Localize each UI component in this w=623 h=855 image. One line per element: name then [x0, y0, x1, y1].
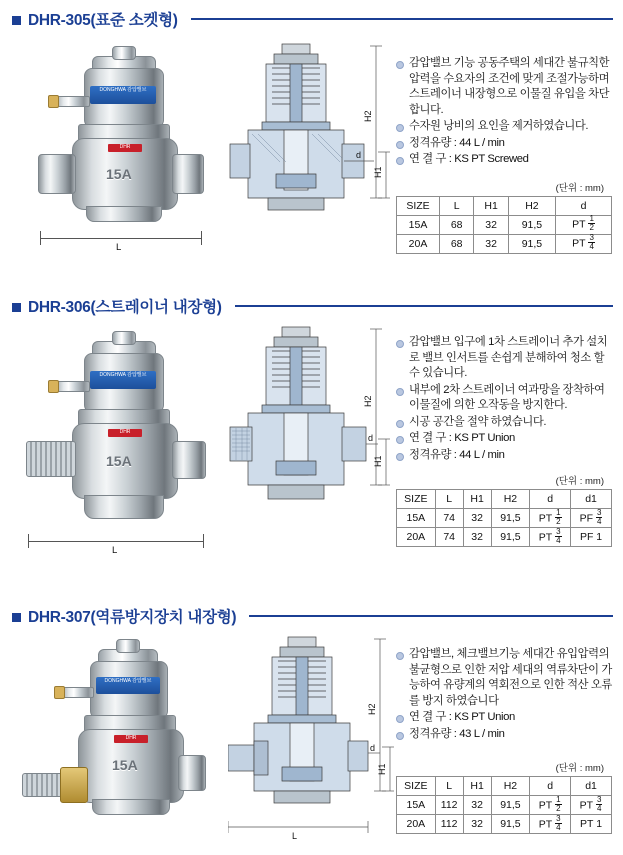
dim-label-H2: H2: [367, 703, 377, 715]
section-heading-dhr-307: [0, 597, 623, 627]
cell-h2: 91,5: [508, 215, 555, 234]
dim-tick-L-right: [203, 534, 204, 548]
cell-d1: PT $\frac{3}{4}$: [571, 796, 612, 815]
fraction: $\frac{1}{2}$: [556, 794, 561, 813]
cell-d: PT $\frac{1}{2}$: [530, 509, 571, 528]
feature-list-dhr-306: [396, 335, 612, 463]
bolt-tip: [48, 95, 59, 108]
side-bolt: [54, 381, 90, 392]
dim-label-H1: H1: [377, 763, 387, 775]
page-title-dhr-305: DHR-305(표준 소켓형): [28, 12, 178, 29]
dim-label-L: [116, 242, 121, 253]
cell-h1: 32: [474, 234, 508, 253]
unit-note: (단위 : mm): [555, 476, 604, 487]
dim-line-L: [28, 541, 204, 542]
fraction: $\frac{3}{4}$: [596, 794, 602, 813]
section-drawing-dhr-307: [228, 633, 398, 848]
valve-adjust-screw: [116, 639, 140, 653]
valve-bottom-cap: [92, 799, 170, 815]
side-bolt: [60, 687, 94, 698]
list-item: 정격유량 : 44 L / min: [396, 448, 612, 464]
col-h2: H2: [491, 777, 530, 796]
list-item: 내부에 2차 스트레이너 여과망을 장착하여 이물질에 의한 오작동을 방지한다.: [396, 383, 612, 414]
brand-label-text: DONGHWA 감압밸브: [99, 87, 147, 93]
dim-label-L: L: [292, 831, 298, 841]
cross-section-drawing: [228, 323, 398, 568]
cell-l: 112: [435, 815, 463, 834]
col-h1: H1: [463, 777, 491, 796]
section-dhr-306: [0, 285, 623, 597]
fraction: $\frac{1}{2}$: [589, 214, 594, 232]
feature-list-dhr-307: [396, 647, 612, 742]
product-photo-dhr-305: [20, 38, 220, 268]
cell-size: 15A: [397, 215, 440, 234]
dim-tick-L-left: [28, 534, 29, 548]
cell-h1: 32: [463, 796, 491, 815]
section-dhr-305: [0, 0, 623, 285]
outlet-port: [178, 755, 206, 791]
dim-tick-L-left: [40, 231, 41, 245]
cell-h2: 91,5: [491, 796, 530, 815]
dim-label-L: [112, 545, 117, 556]
section-text-dhr-307: [396, 647, 612, 834]
table-row: [397, 509, 612, 528]
page-title-dhr-307: DHR-307(역류방지장치 내장형): [28, 609, 237, 626]
fraction: $\frac{3}{4}$: [596, 507, 602, 526]
cell-d: PT $\frac{1}{2}$: [530, 796, 571, 815]
brand-label-text: DONGHWA 감압밸브: [99, 372, 147, 378]
col-d1: d1: [571, 490, 612, 509]
list-item: 연 결 구 : KS PT Screwed: [396, 152, 612, 168]
size-badge-text: 15A: [106, 166, 132, 182]
cell-h2: 91,5: [491, 528, 530, 547]
size-badge: [112, 757, 138, 773]
size-badge-text: 15A: [106, 453, 132, 469]
col-d: d: [556, 196, 612, 215]
list-item: 수자원 낭비의 요인을 제거하였습니다.: [396, 119, 612, 135]
size-badge: [106, 166, 132, 182]
spec-table-dhr-307: [396, 776, 612, 834]
dim-line-L: [40, 238, 202, 239]
model-label-text: DHR: [119, 144, 131, 150]
bolt-tip: [48, 380, 59, 393]
strainer-bottom-cap: [84, 495, 164, 519]
unit-note: (단위 : mm): [555, 763, 604, 774]
col-l: L: [440, 196, 474, 215]
cell-l: 68: [440, 215, 474, 234]
cell-size: 15A: [397, 796, 436, 815]
col-h1: H1: [474, 196, 508, 215]
model-label-red: [108, 429, 142, 437]
product-photo-dhr-306: [20, 325, 220, 575]
dim-label-H1: H1: [373, 455, 383, 467]
size-badge: [106, 453, 132, 469]
table-row: [397, 528, 612, 547]
col-h2: H2: [491, 490, 530, 509]
unit-note: (단위 : mm): [555, 182, 604, 194]
cell-h2: 91,5: [491, 815, 530, 834]
dim-label-d: d: [370, 743, 376, 753]
list-item: 연 결 구 : KS PT Union: [396, 710, 612, 726]
cell-h1: 32: [463, 528, 491, 547]
table-header-row: [397, 490, 612, 509]
dim-label-L-text: L: [116, 242, 122, 253]
fraction: $\frac{3}{4}$: [556, 813, 561, 832]
table-row: [397, 815, 612, 834]
bullet-square-icon: [12, 613, 21, 622]
col-size: SIZE: [397, 777, 436, 796]
table-row: [397, 796, 612, 815]
col-l: L: [435, 777, 463, 796]
model-label-text: DHR: [119, 429, 131, 435]
list-item: 정격유량 : 44 L / min: [396, 136, 612, 152]
outlet-port: [172, 154, 204, 194]
cell-l: 74: [435, 509, 463, 528]
cell-size: 20A: [397, 234, 440, 253]
feature-list-dhr-305: [396, 56, 612, 168]
product-photo-dhr-307: [20, 635, 220, 845]
cell-d1: PF $\frac{3}{4}$: [571, 509, 612, 528]
section-drawing-dhr-305: [228, 38, 398, 268]
cross-section-drawing: [228, 38, 398, 268]
brand-label-blue: [90, 371, 156, 389]
col-l: L: [435, 490, 463, 509]
list-item: 시공 공간을 절약 하였습니다.: [396, 415, 612, 431]
side-bolt: [54, 96, 90, 107]
heading-rule: [235, 305, 613, 307]
cell-size: 20A: [397, 528, 436, 547]
cell-h1: 32: [463, 509, 491, 528]
inlet-port: [38, 154, 76, 194]
col-h1: H1: [463, 490, 491, 509]
col-d: d: [530, 777, 571, 796]
col-size: SIZE: [397, 196, 440, 215]
col-size: SIZE: [397, 490, 436, 509]
model-label-red: [114, 735, 148, 743]
cross-section-drawing: [228, 633, 398, 848]
dim-label-d: d: [356, 150, 362, 160]
bullet-square-icon: [12, 16, 21, 25]
list-item: 감압밸브, 체크밸브기능 세대간 유입압력의 불균형으로 인한 저압 세대의 역류차단이 가능하여 유량계의 역회전으로 인한 적산 오류를 방지 하였습니다: [396, 647, 612, 709]
page-title-dhr-306: DHR-306(스트레이너 내장형): [28, 299, 222, 316]
cell-h1: 32: [463, 815, 491, 834]
valve-adjust-screw: [112, 331, 136, 345]
list-item: 연 결 구 : KS PT Union: [396, 431, 612, 447]
list-item: 감압밸브 입구에 1차 스트레이너 추가 설치로 밸브 인서트를 손쉽게 분해하여 청소 할 수 있습니다.: [396, 335, 612, 382]
cell-size: 20A: [397, 815, 436, 834]
brand-label-text: DONGHWA 감압밸브: [104, 678, 152, 684]
cell-d: PT $\frac{3}{4}$: [556, 234, 612, 253]
cell-d: PT $\frac{3}{4}$: [530, 815, 571, 834]
fraction: $\frac{1}{2}$: [556, 507, 561, 526]
dim-label-H2: H2: [363, 395, 373, 407]
section-text-dhr-305: [396, 56, 612, 254]
cell-h1: 32: [474, 215, 508, 234]
dim-label-L-text: L: [112, 545, 118, 556]
brand-label-blue: [96, 677, 160, 694]
cell-l: 74: [435, 528, 463, 547]
bullet-square-icon: [12, 303, 21, 312]
section-heading-dhr-305: [0, 0, 623, 30]
brass-union-nut: [60, 767, 88, 803]
col-h2: H2: [508, 196, 555, 215]
size-badge-text: 15A: [112, 757, 138, 773]
heading-rule: [191, 18, 613, 20]
table-header-row: [397, 196, 612, 215]
dim-tick-L-right: [201, 231, 202, 245]
dim-label-H1: H1: [373, 166, 383, 178]
cell-h2: 91,5: [508, 234, 555, 253]
list-item: 정격유량 : 43 L / min: [396, 727, 612, 743]
model-label-red: [108, 144, 142, 152]
cell-l: 112: [435, 796, 463, 815]
table-row: [397, 215, 612, 234]
col-d1: d1: [571, 777, 612, 796]
cell-d: PT $\frac{1}{2}$: [556, 215, 612, 234]
dim-label-H2: H2: [363, 110, 373, 122]
section-text-dhr-306: [396, 335, 612, 547]
section-dhr-307: [0, 597, 623, 847]
dim-label-d: d: [368, 433, 374, 443]
cell-size: 15A: [397, 509, 436, 528]
table-header-row: [397, 777, 612, 796]
fraction: $\frac{3}{4}$: [589, 233, 594, 251]
inlet-threaded-nipple: [22, 773, 64, 797]
spec-table-dhr-305: [396, 196, 612, 254]
inlet-threaded-nipple: [26, 441, 76, 477]
cell-d1: PF 1: [571, 528, 612, 547]
heading-rule: [249, 615, 613, 617]
table-row: [397, 234, 612, 253]
model-label-text: DHR: [125, 735, 137, 741]
valve-bottom-cap: [86, 206, 162, 222]
section-drawing-dhr-306: [228, 323, 398, 568]
spec-table-dhr-306: [396, 489, 612, 547]
section-heading-dhr-306: [0, 285, 623, 317]
bolt-tip: [54, 686, 65, 699]
list-item: 감압밸브 기능 공동주택의 세대간 불규칙한 압력을 수요자의 조건에 맞게 조절가능하며 스트레이너 내장형으로 이물질 유입을 차단 합니다.: [396, 56, 612, 118]
col-d: d: [530, 490, 571, 509]
cell-d1: PT 1: [571, 815, 612, 834]
valve-adjust-screw: [112, 46, 136, 60]
cell-d: PT $\frac{3}{4}$: [530, 528, 571, 547]
brand-label-blue: [90, 86, 156, 104]
outlet-port: [172, 441, 206, 479]
cell-l: 68: [440, 234, 474, 253]
fraction: $\frac{3}{4}$: [556, 526, 561, 545]
cell-h2: 91,5: [491, 509, 530, 528]
